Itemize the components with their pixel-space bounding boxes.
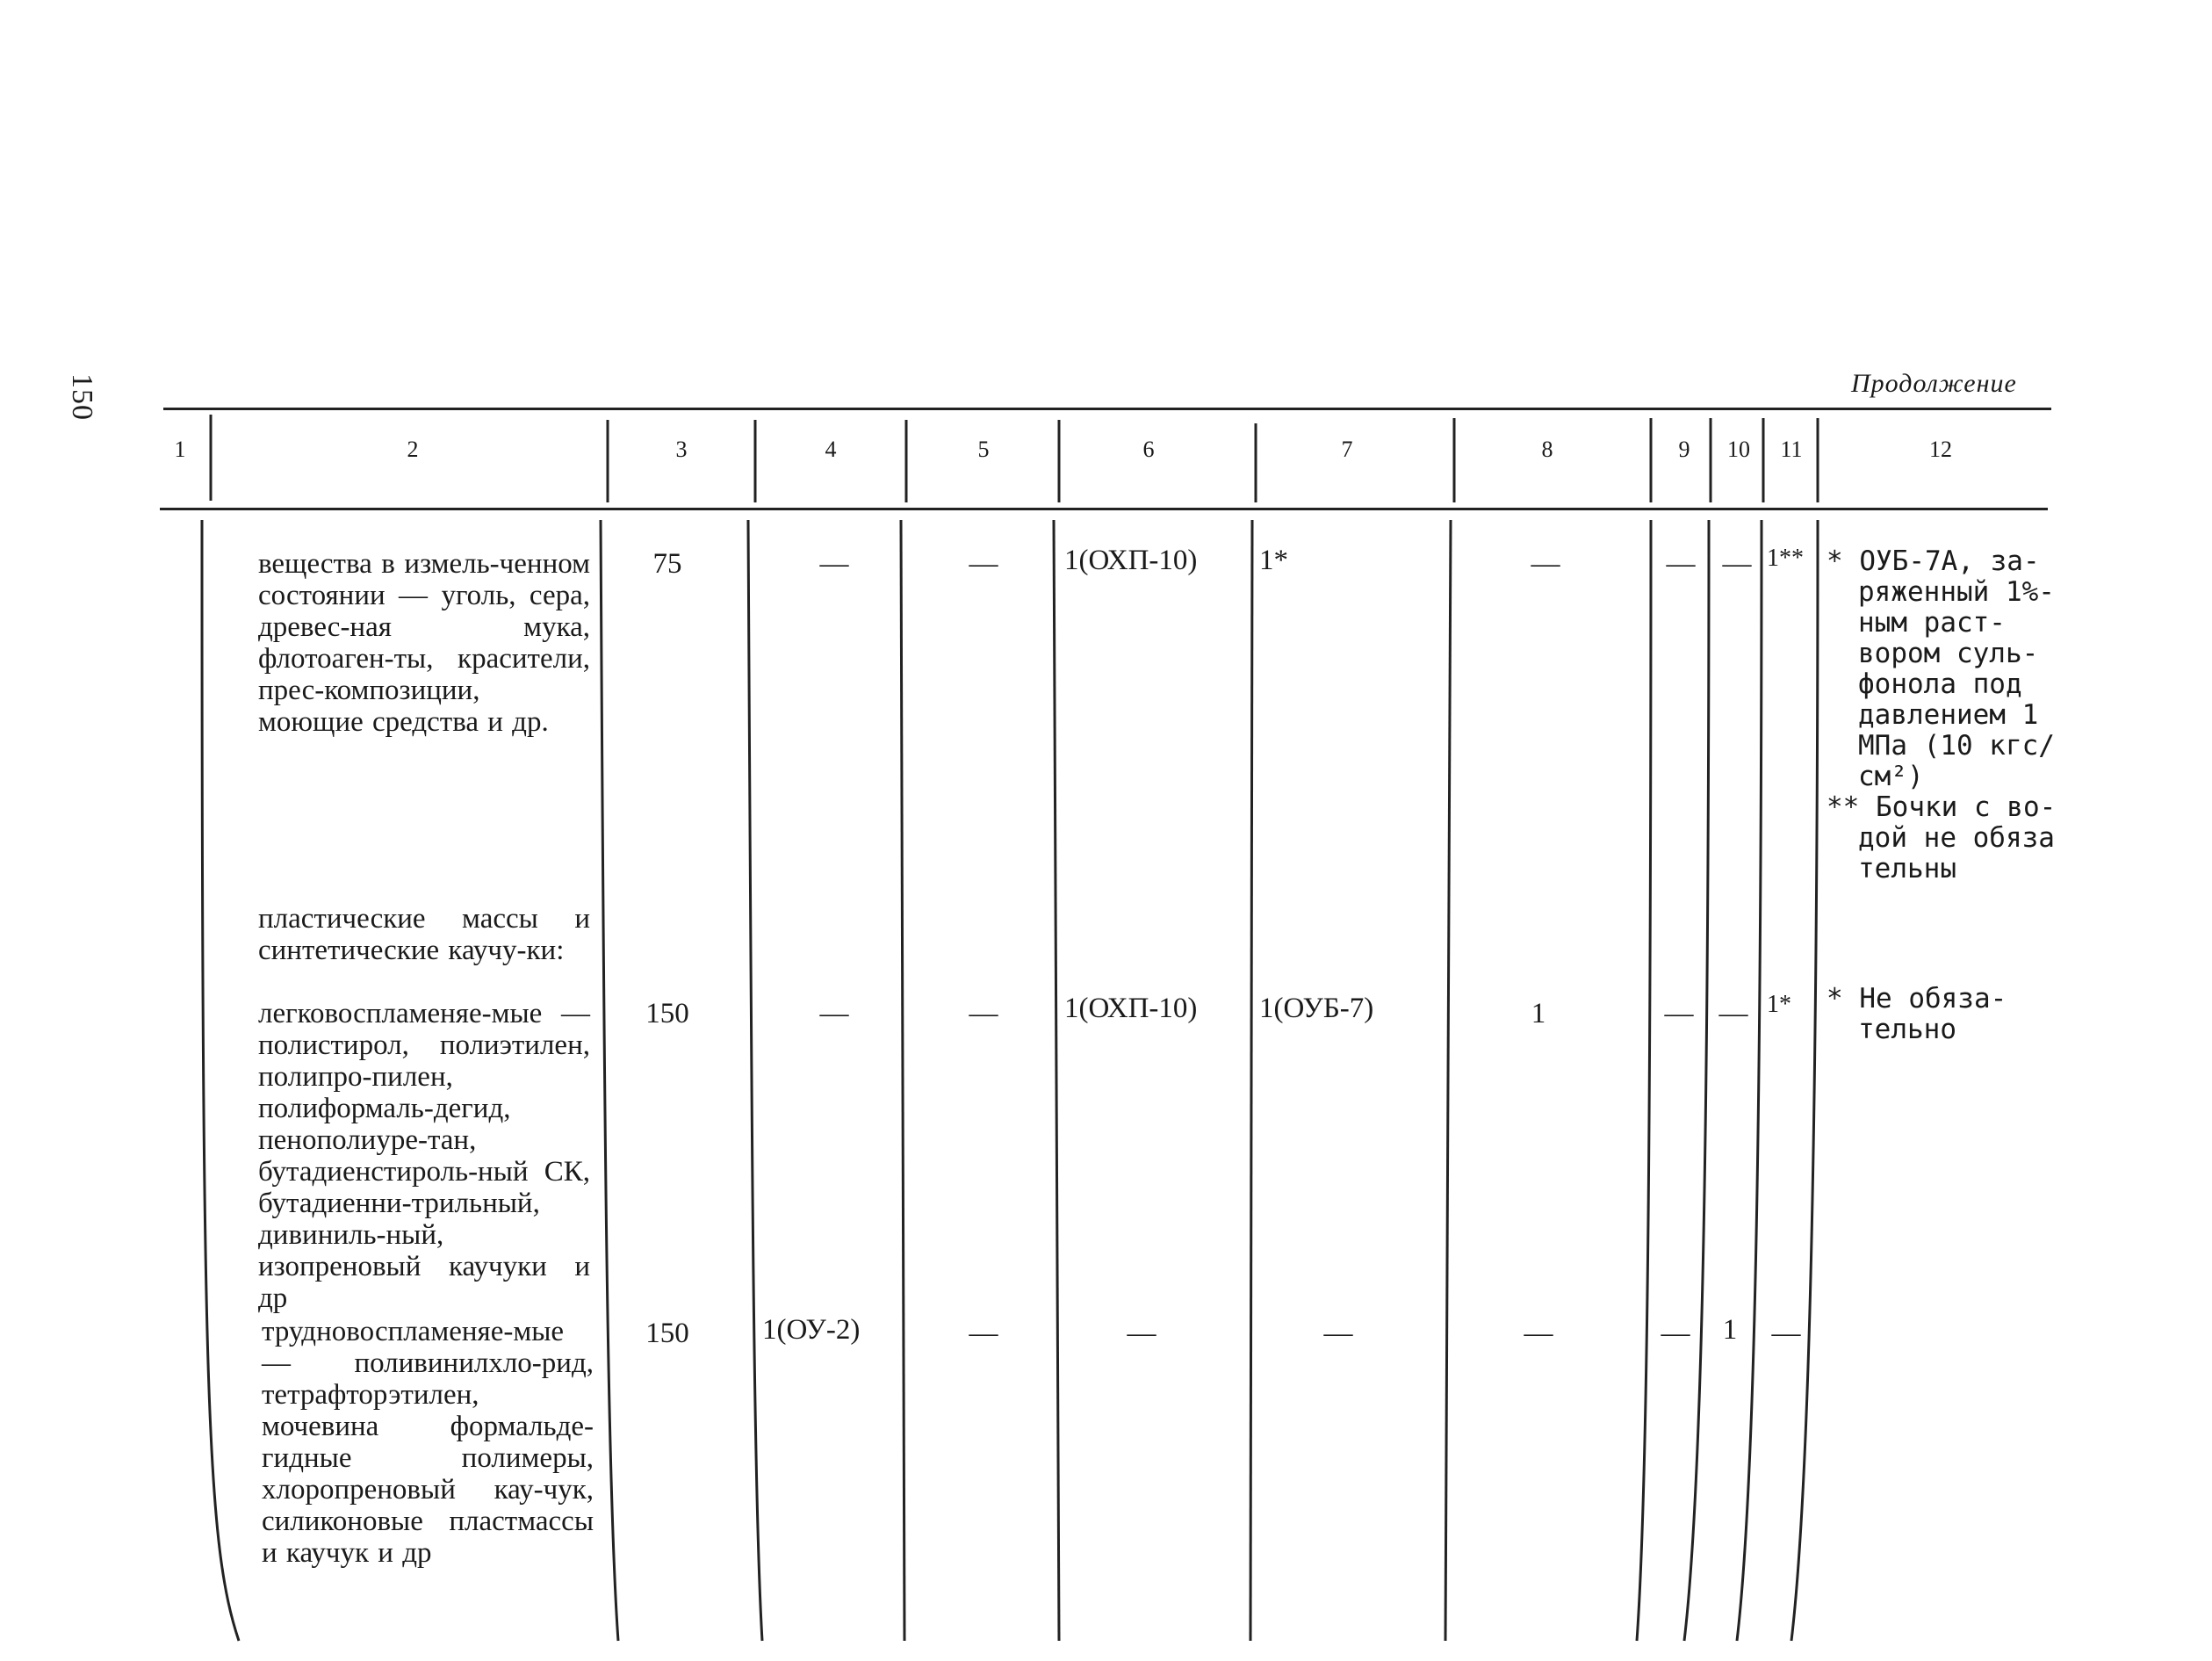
row-description: легковоспламеняе-мые — полистирол, полиэтилен, полипро-пилен, полиформаль-дегид, пенополиуре-тан, бутадиенстироль-ный СК, бутадиенни-трильный, дивиниль-ный, изопреновый каучуки и др [258,998,590,1314]
cell-col4: — [819,998,849,1029]
cell-col5: — [969,998,998,1029]
cell-col9: — [1664,998,1694,1029]
col-header-1: 1 [174,437,186,462]
cell-col4: 1(ОУ-2) [762,1314,861,1346]
row-description: вещества в измель-ченном состоянии — уголь, сера, древес-ная мука, флотоаген-ты, красители, прес-композиции, моющие средства и др. [258,548,590,738]
cell-col4: — [819,548,849,580]
cell-col7: 1(ОУБ-7) [1259,993,1374,1024]
cell-col8: — [1524,1318,1553,1349]
cell-col3: 75 [652,548,682,580]
cell-col5: — [969,1318,998,1349]
col-header-10: 10 [1727,437,1750,462]
col-header-9: 9 [1678,437,1690,462]
cell-col7: 1* [1259,545,1288,576]
col-header-3: 3 [675,437,688,462]
col-header-4: 4 [825,437,837,462]
cell-col8: — [1531,548,1560,580]
col-header-5: 5 [977,437,990,462]
cell-col3: 150 [645,998,689,1029]
note-item: * Не обяза-тельно [1827,983,2007,1045]
continued-label: Продолжение [1851,369,2017,398]
cell-col3: 150 [645,1318,689,1349]
row-heading: пластические массы и синтетические каучу-ки: [258,903,590,966]
cell-col11: — [1771,1318,1801,1349]
cell-col8: 1 [1531,998,1546,1029]
cell-col11: 1** [1767,545,1804,572]
cell-col10: 1 [1722,1314,1738,1346]
cell-col6: 1(ОХП-10) [1064,993,1198,1024]
note-item: ** Бочки с во-дой не обяза тельны [1827,791,2057,885]
cell-col9: — [1666,548,1696,580]
row-notes [1827,984,2062,1045]
row-description: трудновоспламеняе-мые — поливинилхло-рид, тетрафторэтилен, мочевина формальде-гидные полимеры, хлоропреновый кау-чук, силиконовые пластмассы и каучук и др [262,1316,594,1569]
col-header-11: 11 [1780,437,1803,462]
cell-col5: — [969,548,998,580]
cell-col10: — [1722,548,1752,580]
cell-col6: — [1127,1318,1156,1349]
col-header-7: 7 [1341,437,1353,462]
cell-col9: — [1661,1318,1690,1349]
cell-col6: 1(ОХП-10) [1064,545,1198,576]
col-header-2: 2 [407,437,419,462]
col-header-8: 8 [1541,437,1553,462]
row-notes [1827,546,2062,885]
cell-col10: — [1718,998,1748,1029]
page-number: 150 [66,373,98,421]
cell-col7: — [1323,1318,1353,1349]
cell-col11: 1* [1767,991,1791,1018]
col-header-12: 12 [1929,437,1952,462]
note-item: * ОУБ-7А, за-ряженный 1%-ным раст-вором суль-фонола под давлением 1 МПа (10 кгс/см²) [1827,545,2055,792]
col-header-6: 6 [1142,437,1155,462]
